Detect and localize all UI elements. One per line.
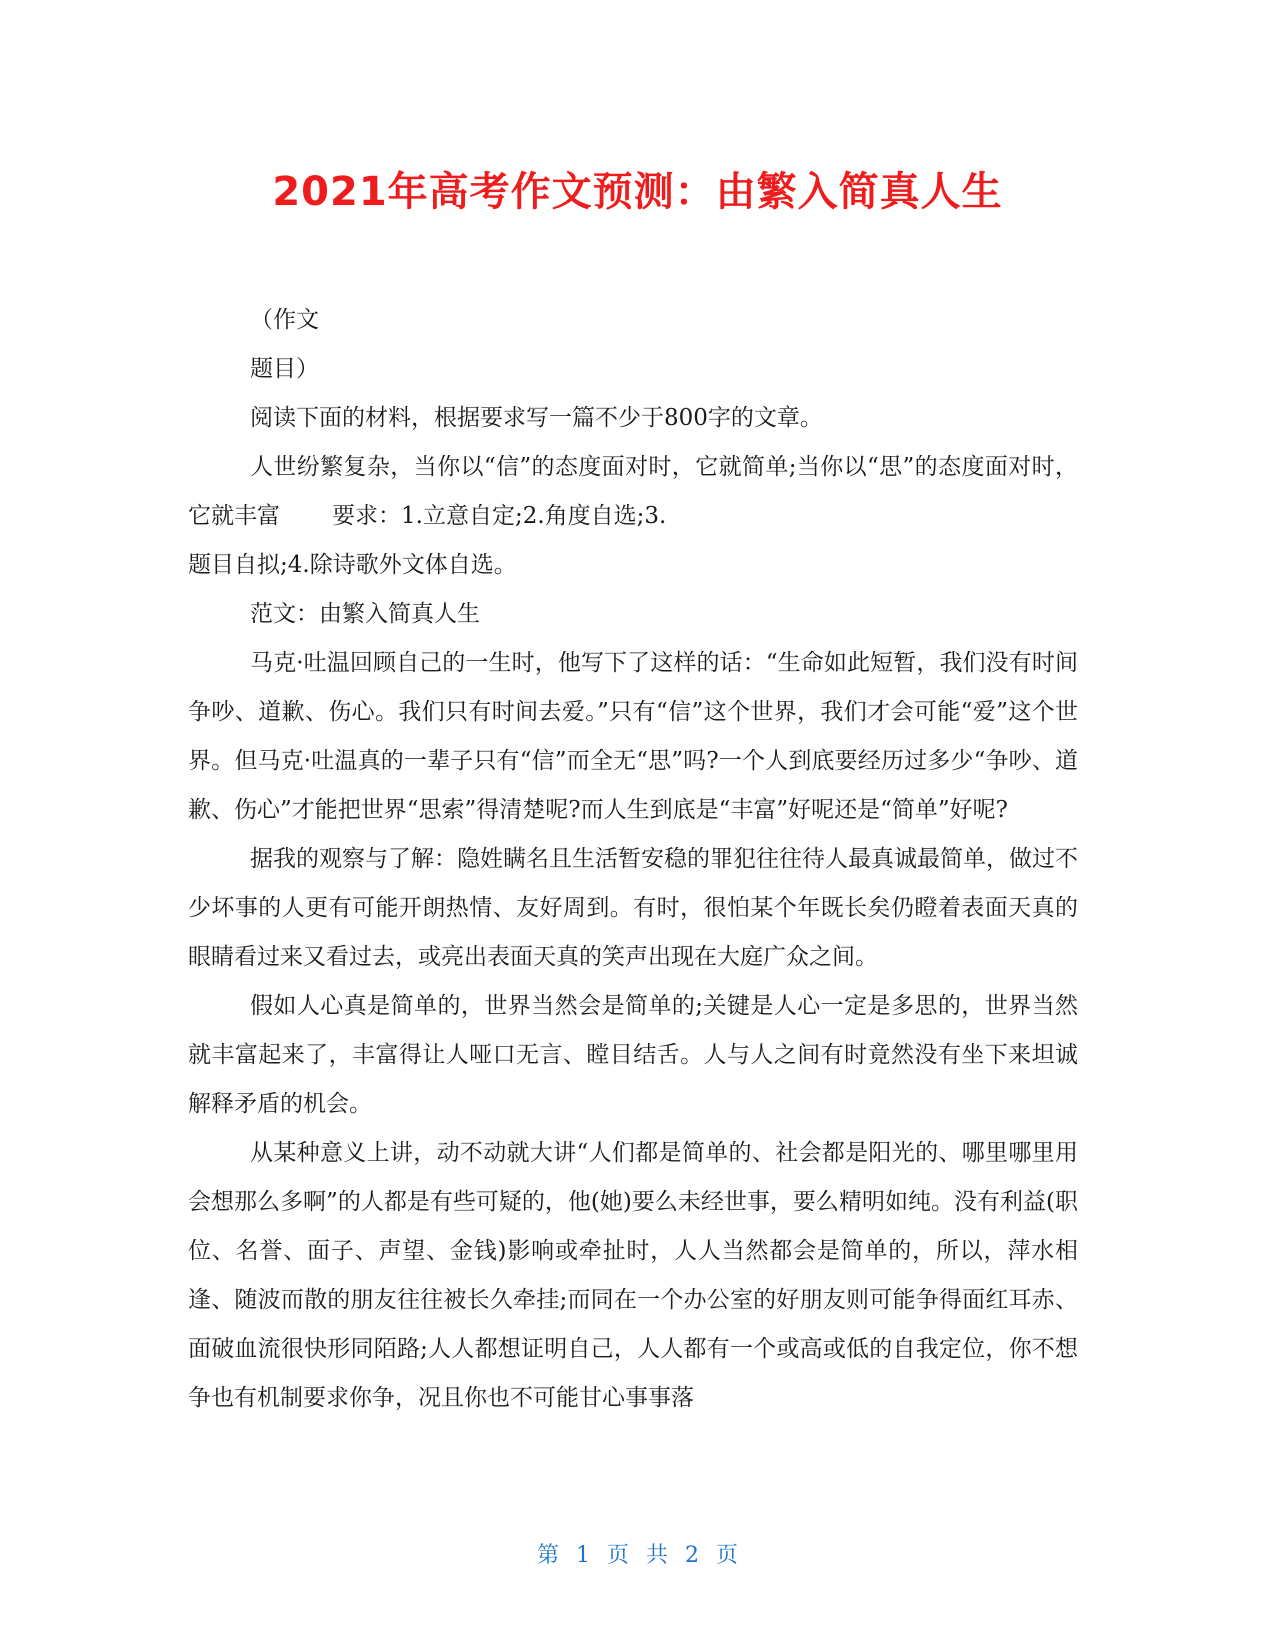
page-footer: 第 1 页 共 2 页 <box>537 1543 738 1568</box>
requirements-text: 要求：1.立意自定;2.角度自选;3. <box>332 503 667 529</box>
paragraph: 马克·吐温回顾自己的一生时，他写下了这样的话：“生命如此短暂，我们没有时间争吵、道歉、伤心。我们只有时间去爱。”只有“信”这个世界，我们才会可能“爱”这个世界。但马克·吐温真的一辈子只有“信”而全无“思”吗?一个人到底要经历过多少“争吵、道歉、伤心”才能把世界“思索”得清楚呢?而人生到底是“丰富”好呢还是“简单”好呢? <box>188 650 1078 823</box>
paragraph: 假如人心真是简单的，世界当然会是简单的;关键是人心一定是多思的，世界当然就丰富起来了，丰富得让人哑口无言、瞠目结舌。人与人之间有时竟然没有坐下来坦诚解释矛盾的机会。 <box>188 993 1078 1117</box>
paragraph: 从某种意义上讲，动不动就大讲“人们都是简单的、社会都是阳光的、哪里哪里用会想那么多啊”的人都是有些可疑的，他(她)要么未经世事，要么精明如纯。没有利益(职位、名誉、面子、声望、金钱)影响或牵扯时，人人当然都会是简单的，所以，萍水相逢、随波而散的朋友往往被长久牵挂;而同在一个办公室的好朋友则可能争得面红耳赤、面破血流很快形同陌路;人人都想证明自己，人人都有一个或高或低的自我定位，你不想争也有机制要求你争，况且你也不可能甘心事事落 <box>188 1140 1078 1411</box>
paragraph: （作文 <box>250 307 319 333</box>
paragraph: 据我的观察与了解：隐姓瞒名且生活暂安稳的罪犯往往待人最真诚最简单，做过不少坏事的人更有可能开朗热情、友好周到。有时，很怕某个年既长矣仍瞪着表面天真的眼睛看过来又看过去，或亮出表面天真的笑声出现在大庭广众之间。 <box>188 846 1078 970</box>
document-body <box>188 296 1078 1423</box>
paragraph: 范文：由繁入简真人生 <box>250 601 480 627</box>
paragraph: 题目） <box>250 356 319 382</box>
prompt-text: 人世纷繁复杂，当你以“信”的态度面对时，它就简单;当你以“思”的态度面对时，它就丰富 <box>188 454 1078 529</box>
document-title: 2021年高考作文预测：由繁入简真人生 <box>272 169 1003 215</box>
paragraph: 阅读下面的材料，根据要求写一篇不少于800字的文章。 <box>250 405 823 431</box>
paragraph-prompt <box>188 443 1078 541</box>
paragraph: 题目自拟;4.除诗歌外文体自选。 <box>188 552 517 578</box>
